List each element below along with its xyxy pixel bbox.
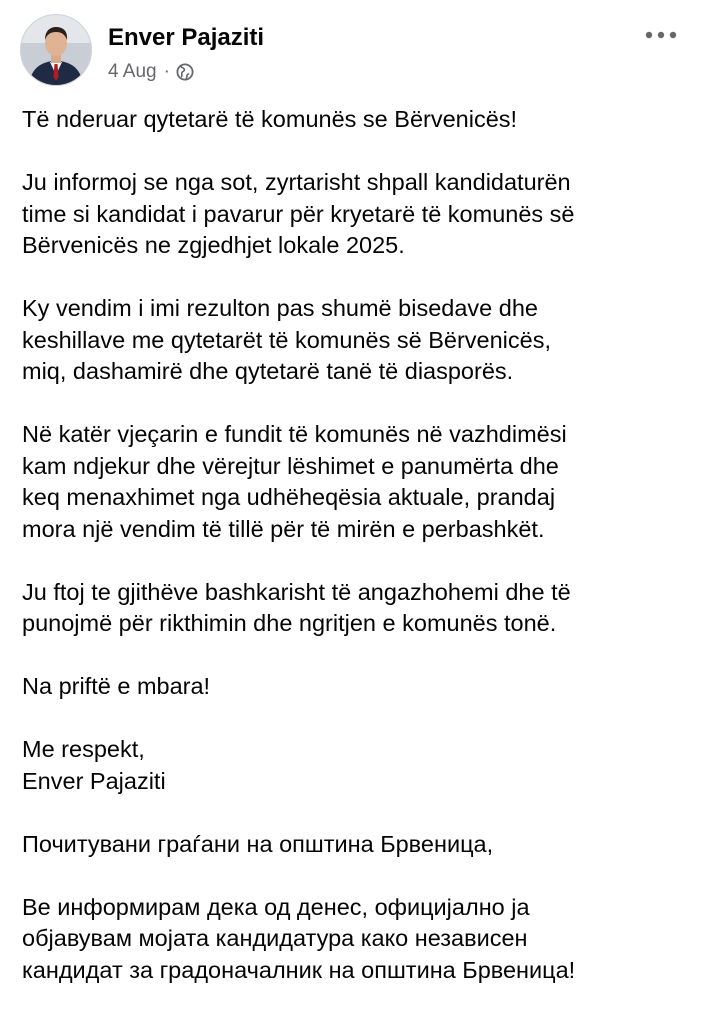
post-text-line: Ju informoj se nga sot, zyrtarisht shpall kandidaturën [22, 169, 571, 195]
avatar-photo [21, 15, 91, 85]
post-paragraph [22, 293, 692, 388]
post-text-line: keshillave me qytetarët të komunës së Bërvenicës, [22, 326, 552, 353]
post-text-line: Në katër vjeçarin e fundit të komunës në vazhdimësi [22, 421, 567, 447]
post-paragraph [22, 167, 692, 262]
post-paragraph [22, 419, 692, 545]
post-paragraph [22, 734, 692, 797]
post-text-line: miq, dashamirë dhe qytetarë tanë të diasporës. [22, 358, 514, 384]
more-options-button[interactable] [641, 24, 681, 46]
more-options-icon [645, 31, 677, 39]
post-text-line: punojmë për rikthimin dhe ngritjen e komunës tonë. [22, 610, 557, 636]
globe-icon[interactable] [176, 63, 194, 81]
post-paragraph [22, 829, 692, 861]
post-text-line: Na priftë e mbara! [22, 673, 211, 699]
post-meta [108, 61, 194, 83]
post-date[interactable]: 4 Aug [108, 61, 157, 82]
post-text-line: Почитувани граѓани на општина Брвеница, [22, 830, 494, 857]
post-text-line: објавувам мојата кандидатура како независен [22, 925, 528, 951]
post-text-line: Bërvenicës ne zgjedhjet lokale 2025. [22, 232, 405, 258]
post-text-line: kam ndjekur dhe vërejtur lëshimet e panumërta dhe [22, 452, 559, 479]
post-paragraph [22, 577, 692, 640]
post-text [22, 104, 692, 1018]
post-header [20, 14, 685, 94]
post-text-line: keq menaxhimet nga udhëheqësia aktuale, prandaj [22, 484, 556, 510]
post-text-line: Ве информирам дека од денес, официјално ја [22, 893, 530, 920]
post-text-line: Të nderuar qytetarë të komunës se Bërvenicës! [22, 106, 518, 132]
post-text-line: mora një vendim të tillë për të mirën e perbashkët. [22, 515, 545, 542]
post-text-line: Ky vendim i imi rezulton pas shumë bisedave dhe [22, 295, 538, 321]
post-text-line: Ju ftoj te gjithëve bashkarisht të angazhohemi dhe të [22, 578, 571, 605]
post-text-line: time si kandidat i pavarur për kryetarë të komunës së [22, 200, 575, 227]
avatar[interactable] [20, 14, 92, 86]
post-text-line: Enver Pajaziti [22, 767, 166, 794]
post-paragraph [22, 671, 692, 703]
author-name[interactable]: Enver Pajaziti [108, 24, 265, 51]
post-paragraph [22, 104, 692, 136]
meta-separator: · [163, 61, 170, 82]
post-paragraph [22, 892, 692, 987]
post-text-line: Me respekt, [22, 736, 145, 762]
post-text-line: кандидат за градоначалник на општина Брвеница! [22, 956, 576, 983]
